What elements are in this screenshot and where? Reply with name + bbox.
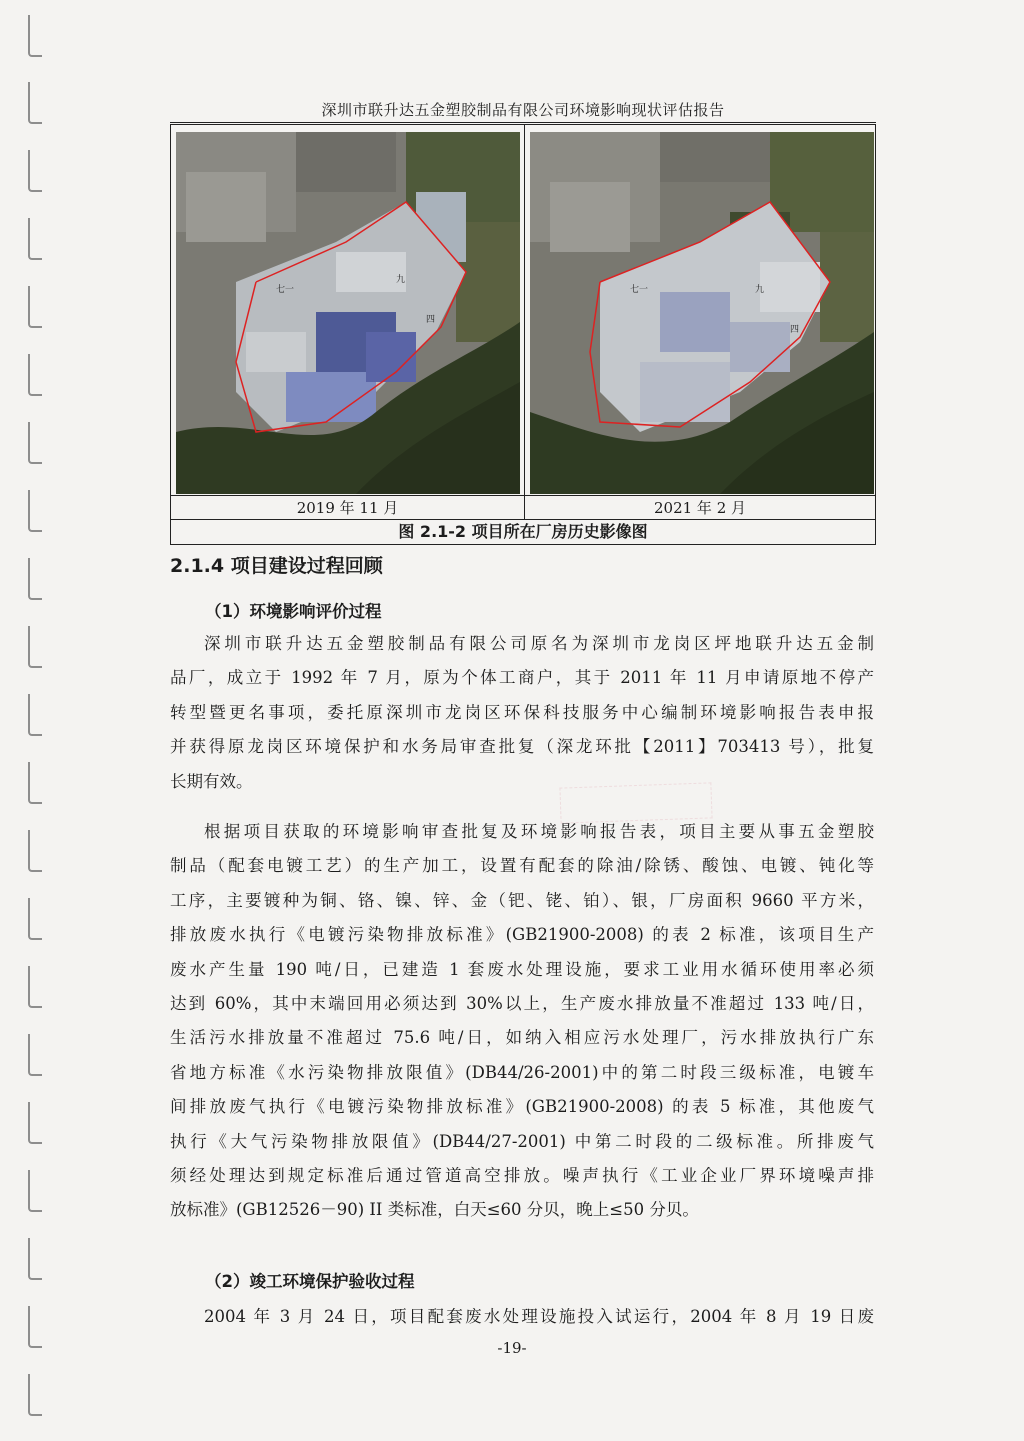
binding-mark [28, 558, 42, 600]
paragraph-1 [170, 627, 874, 799]
binding-mark [28, 1374, 42, 1416]
text-line: 长期有效。 [170, 771, 253, 791]
binding-mark [28, 762, 42, 804]
binding-mark [28, 830, 42, 872]
binding-mark [28, 422, 42, 464]
text-line: 生活污水排放量不准超过 75.6 吨/日，如纳入相应污水处理厂，污水排放执行广东 [170, 1028, 874, 1048]
binding-mark [28, 966, 42, 1008]
binding-mark [28, 82, 42, 124]
text-line: 省地方标准《水污染物排放限值》(DB44/26-2001)中的第二时段三级标准，电镀车 [170, 1062, 874, 1082]
table-divider [171, 519, 875, 520]
building-label: 四 [790, 325, 800, 335]
paragraph-2 [170, 815, 874, 1228]
building-label: 七一 [630, 285, 649, 295]
binding-mark [28, 490, 42, 532]
sub-heading-acceptance: （2）竣工环境保护验收过程 [205, 1272, 415, 1291]
text-line: 须经处理达到规定标准后通过管道高空排放。噪声执行《工业企业厂界环境噪声排 [170, 1165, 874, 1185]
text-line: 排放废水执行《电镀污染物排放标准》(GB21900-2008) 的表 2 标准，该项目生产 [170, 925, 874, 945]
binding-mark [28, 626, 42, 668]
binding-mark [28, 694, 42, 736]
text-line: 放标准》(GB12526－90) II 类标准，白天≤60 分贝，晚上≤50 分贝。 [170, 1200, 699, 1220]
sub-heading-eia: （1）环境影响评价过程 [205, 602, 382, 621]
table-divider [171, 495, 875, 496]
text-line: 工序，主要镀种为铜、铬、镍、锌、金（钯、铑、铂）、银，厂房面积 9660 平方米， [170, 890, 874, 910]
text-line: 转型暨更名事项，委托原深圳市龙岗区环保科技服务中心编制环境影响报告表申报 [170, 702, 874, 722]
paragraph-3 [170, 1300, 874, 1334]
building-label: 九 [396, 275, 406, 285]
binding-mark [28, 218, 42, 260]
figure-caption: 图 2.1-2 项目所在厂房历史影像图 [398, 522, 648, 541]
binding-mark [28, 15, 42, 57]
text-line: 达到 60%，其中末端回用必须达到 30%以上，生产废水排放量不准超过 133 吨/日， [170, 993, 874, 1013]
binding-mark [28, 1238, 42, 1280]
satellite-image-2021 [530, 132, 874, 494]
satellite-image-2019 [176, 132, 520, 494]
text-line: 深圳市联升达五金塑胶制品有限公司原名为深圳市龙岗区坪地联升达五金制 [204, 634, 874, 653]
figure-table [170, 124, 876, 545]
building-label: 九 [755, 285, 765, 295]
text-line: 间排放废气执行《电镀污染物排放标准》(GB21900-2008) 的表 5 标准，其他废气 [170, 1097, 874, 1117]
binding-mark [28, 898, 42, 940]
text-line: 品厂，成立于 1992 年 7 月，原为个体工商户，其于 2011 年 11 月申请原地不停产 [170, 668, 874, 688]
binding-mark [28, 150, 42, 192]
image-date-2019: 2019 年 11 月 [296, 499, 399, 517]
text-line: 废水产生量 190 吨/日，已建造 1 套废水处理设施，要求工业用水循环使用率必须 [170, 959, 874, 979]
text-line: 执行《大气污染物排放限值》(DB44/27-2001) 中第二时段的二级标准。所排废气 [170, 1131, 874, 1151]
binding-mark [28, 286, 42, 328]
image-date-2021: 2021 年 2 月 [653, 499, 747, 517]
building-label: 四 [426, 315, 436, 325]
header-rule [170, 122, 876, 123]
binding-mark [28, 1034, 42, 1076]
binding-margin [28, 0, 42, 1441]
text-line: 根据项目获取的环境影响审查批复及环境影响报告表，项目主要从事五金塑胶 [204, 822, 874, 841]
page-number: -19- [497, 1339, 527, 1357]
table-divider [524, 125, 525, 519]
text-line: 制品（配套电镀工艺）的生产加工，设置有配套的除油/除锈、酸蚀、电镀、钝化等 [170, 856, 874, 876]
text-line: 并获得原龙岗区环境保护和水务局审查批复（深龙环批【2011】703413 号），批复 [170, 737, 874, 757]
binding-mark [28, 1170, 42, 1212]
text-line: 2004 年 3 月 24 日，项目配套废水处理设施投入试运行，2004 年 8 月 19 日废 [204, 1307, 874, 1326]
section-heading: 2.1.4 项目建设过程回顾 [170, 555, 383, 577]
binding-mark [28, 1102, 42, 1144]
page-header: 深圳市联升达五金塑胶制品有限公司环境影响现状评估报告 [321, 101, 725, 119]
building-label: 七一 [276, 285, 295, 295]
binding-mark [28, 354, 42, 396]
